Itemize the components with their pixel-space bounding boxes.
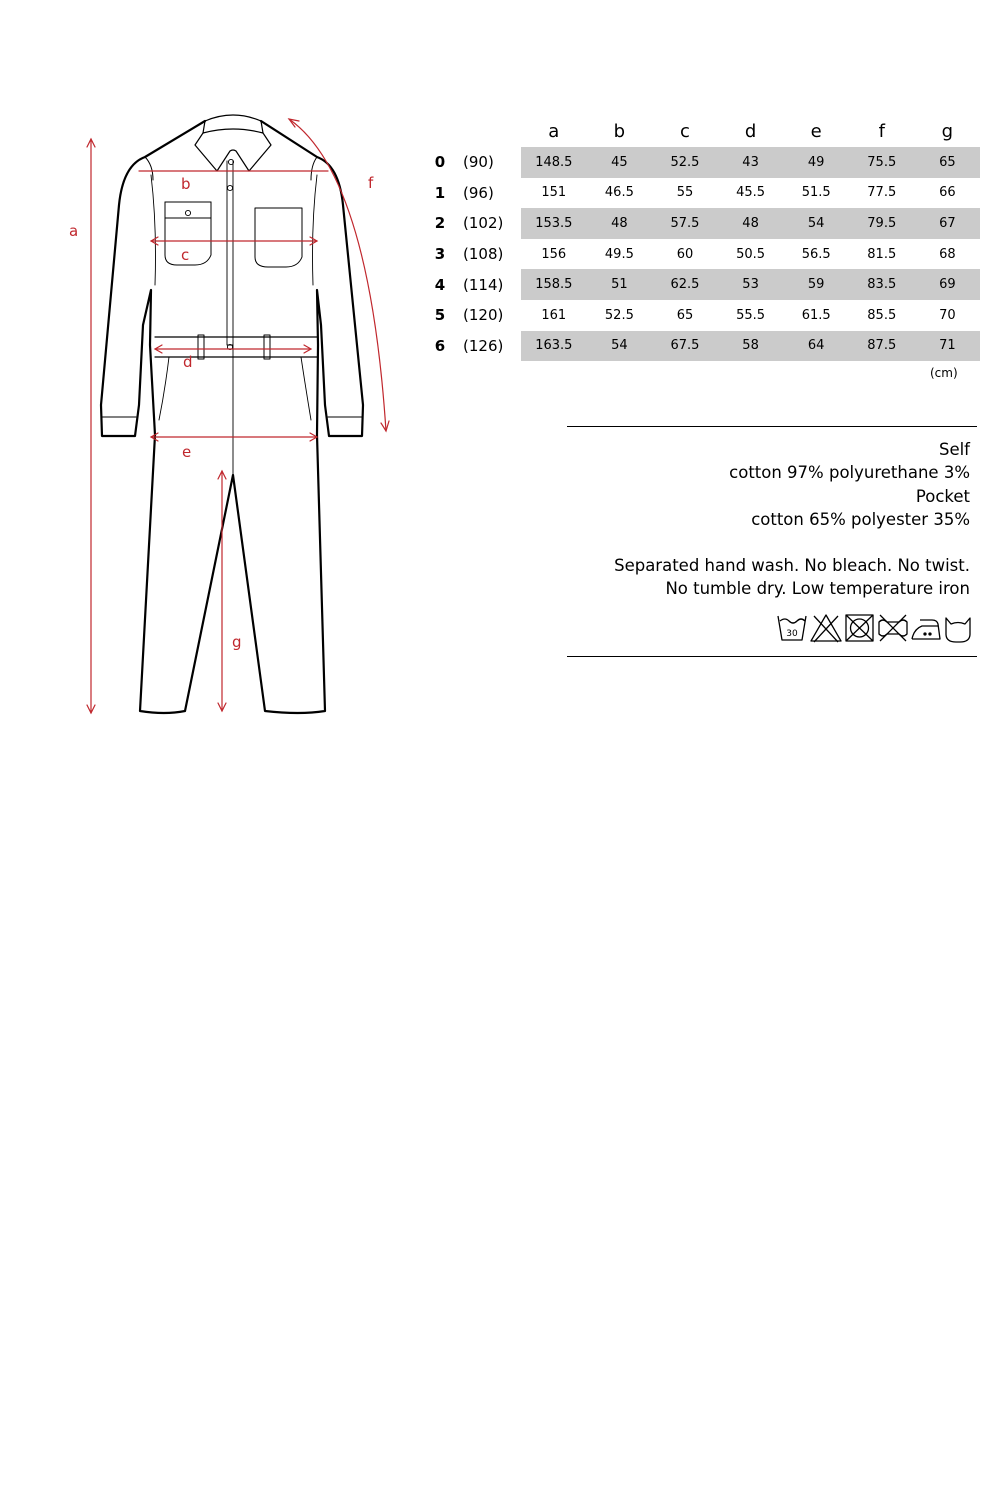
height-cell: (126) <box>463 336 504 355</box>
table-header <box>425 115 980 147</box>
table-row <box>425 269 980 300</box>
size-cell: 5 <box>434 306 446 325</box>
measurement-cell: 45 <box>587 147 653 178</box>
column-header: a <box>548 120 560 142</box>
no-bleach-icon <box>811 615 841 642</box>
low-iron-icon <box>912 620 940 639</box>
jumpsuit-outline <box>101 115 363 713</box>
size-cell: 3 <box>434 245 446 264</box>
measurement-cell: 87.5 <box>849 331 915 362</box>
measurement-cell: 51 <box>587 269 653 300</box>
measurement-cell: 66 <box>939 185 956 201</box>
measurement-cell: 64 <box>783 331 849 362</box>
divider-bottom <box>567 656 977 657</box>
measurement-cell: 60 <box>676 246 694 262</box>
size-cell: 6 <box>434 336 446 355</box>
column-header: e <box>810 120 822 142</box>
measurement-cell: 58 <box>718 331 784 362</box>
measurement-cell: 50.5 <box>736 246 766 262</box>
measurement-cell: 49.5 <box>604 246 634 262</box>
measurement-cell: 49 <box>783 147 849 178</box>
hand-wash-tub-icon <box>946 618 970 642</box>
measurement-cell: 75.5 <box>849 147 915 178</box>
self-composition: cotton 97% polyurethane 3% <box>729 463 970 483</box>
table-row <box>425 300 980 331</box>
column-header: b <box>613 120 626 142</box>
care-instructions-line1: Separated hand wash. No bleach. No twist. <box>614 556 970 576</box>
label-d: d <box>183 353 193 371</box>
measurement-cell: 46.5 <box>604 185 634 201</box>
height-cell: (108) <box>463 245 504 264</box>
column-header: d <box>744 120 757 142</box>
svg-text:30: 30 <box>786 629 798 639</box>
size-table <box>425 115 980 361</box>
measurement-cell: 156 <box>541 246 567 262</box>
self-label: Self <box>938 440 970 459</box>
measurement-cell: 79.5 <box>849 208 915 239</box>
measurement-cell: 69 <box>915 269 981 300</box>
measurement-cell: 61.5 <box>801 307 831 323</box>
label-f: f <box>368 174 374 192</box>
measurement-cell: 81.5 <box>867 246 897 262</box>
no-tumble-dry-icon <box>846 615 873 641</box>
measurement-cell: 54 <box>587 331 653 362</box>
height-cell: (102) <box>463 214 504 233</box>
measurement-cell: 151 <box>541 185 567 201</box>
measurement-cell: 59 <box>783 269 849 300</box>
measurement-cell: 54 <box>783 208 849 239</box>
measurement-cell: 68 <box>939 246 956 262</box>
size-cell: 0 <box>434 153 446 172</box>
measurement-cell: 148.5 <box>521 147 587 178</box>
measurement-cell: 51.5 <box>801 185 831 201</box>
measurement-cell: 55 <box>676 185 694 201</box>
measurement-cell: 65 <box>915 147 981 178</box>
height-cell: (120) <box>463 306 504 325</box>
height-cell: (96) <box>463 183 494 202</box>
measurement-cell: 153.5 <box>521 208 587 239</box>
label-e: e <box>182 443 192 461</box>
label-b: b <box>181 175 191 193</box>
label-a: a <box>69 222 79 240</box>
hand-wash-icon <box>778 616 806 640</box>
measurement-cell: 67 <box>915 208 981 239</box>
column-header: g <box>941 120 954 142</box>
product-info <box>614 438 970 601</box>
jumpsuit-diagram <box>55 105 415 725</box>
column-header: c <box>680 120 690 142</box>
height-cell: (114) <box>463 275 504 294</box>
measurement-cell: 52.5 <box>652 147 718 178</box>
measurement-cell: 163.5 <box>521 331 587 362</box>
table-row <box>425 331 980 362</box>
unit-note: (cm) <box>930 366 958 380</box>
measurement-cell: 53 <box>718 269 784 300</box>
table-row <box>425 178 980 209</box>
size-cell: 4 <box>434 275 446 294</box>
measurement-cell: 56.5 <box>801 246 831 262</box>
measurement-cell: 83.5 <box>849 269 915 300</box>
size-cell: 2 <box>434 214 446 233</box>
measurement-cell: 70 <box>939 307 956 323</box>
size-cell: 1 <box>434 183 446 202</box>
pocket-label: Pocket <box>915 486 970 506</box>
table-row <box>425 208 980 239</box>
measurement-cell: 77.5 <box>867 185 897 201</box>
table-row <box>425 147 980 178</box>
label-g: g <box>232 633 242 651</box>
care-instructions-line2: No tumble dry. Low temperature iron <box>665 579 970 599</box>
table-row <box>425 239 980 270</box>
measurement-cell: 48 <box>718 208 784 239</box>
measurement-cell: 71 <box>915 331 981 362</box>
label-c: c <box>181 246 190 264</box>
divider-top <box>567 426 977 427</box>
measurement-cell: 85.5 <box>867 307 897 323</box>
no-wring-icon <box>879 615 907 641</box>
measurement-cell: 45.5 <box>736 185 766 201</box>
measurement-cell: 161 <box>541 307 567 323</box>
measurement-cell: 48 <box>587 208 653 239</box>
measurement-cell: 65 <box>676 307 694 323</box>
measurement-cell: 52.5 <box>604 307 634 323</box>
column-header: f <box>878 120 885 142</box>
measurement-cell: 67.5 <box>652 331 718 362</box>
measurement-cell: 55.5 <box>736 307 766 323</box>
measurement-cell: 158.5 <box>521 269 587 300</box>
height-cell: (90) <box>463 153 494 172</box>
measurement-cell: 62.5 <box>652 269 718 300</box>
care-symbols <box>776 612 972 644</box>
measurement-cell: 43 <box>718 147 784 178</box>
pocket-composition: cotton 65% polyester 35% <box>751 509 970 529</box>
measurement-cell: 57.5 <box>652 208 718 239</box>
